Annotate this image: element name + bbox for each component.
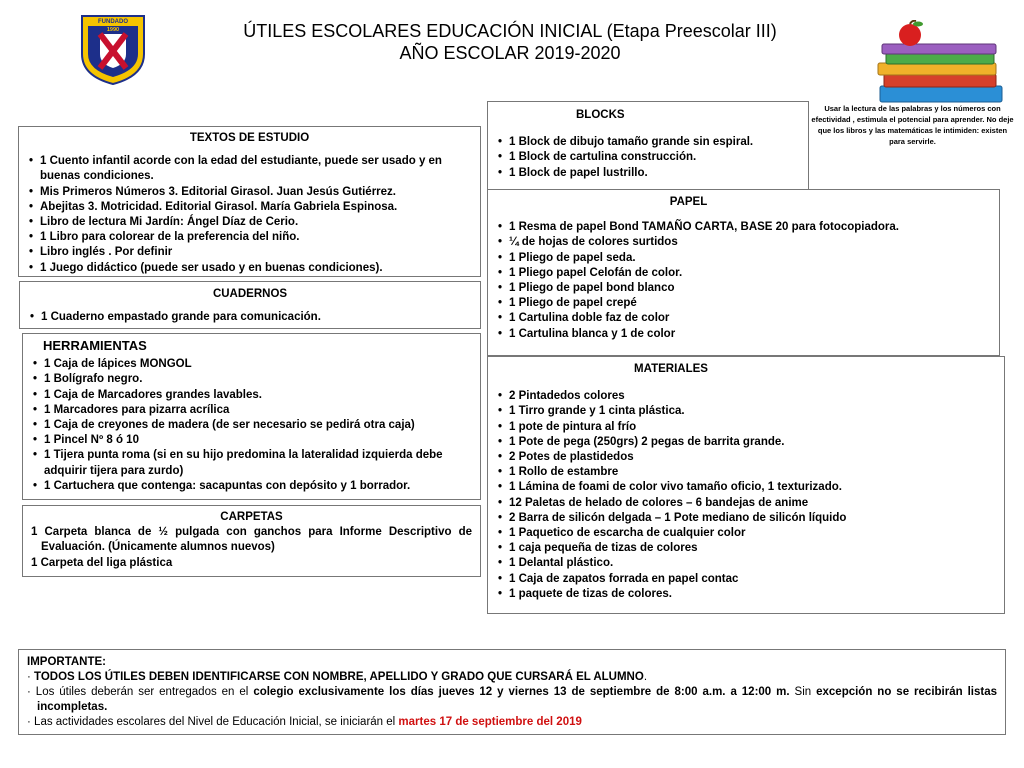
list-item: • Libro de lectura Mi Jardín: Ángel Díaz de Cerio.: [29, 215, 470, 230]
list-item: • 1 caja pequeña de tizas de colores: [498, 541, 994, 556]
list-item: • 1 Block de cartulina construcción.: [498, 150, 798, 165]
list-item: • 1 Caja de Marcadores grandes lavables.: [33, 388, 470, 403]
list-item: • 1 Caja de creyones de madera (de ser necesario se pedirá otra caja): [33, 418, 470, 433]
textos-de-estudio-box: [18, 126, 481, 277]
carpetas-line-1: 1 Carpeta blanca de ½ pulgada con ganchos para Informe Descriptivo de Evaluación. (Únicamente alumnos nuevos): [31, 526, 472, 554]
bullet-dot: ·: [27, 686, 31, 698]
list-item: • 1 Rollo de estambre: [498, 465, 994, 480]
list-item: • 1 Bolígrafo negro.: [33, 372, 470, 387]
list-item: • 1 Tijera punta roma (si en su hijo predomina la lateralidad izquierda debe adquirir tijera para zurdo): [33, 448, 470, 478]
list-item: • 2 Potes de plastidedos: [498, 450, 994, 465]
textos-title: TEXTOS DE ESTUDIO: [189, 132, 310, 144]
list-item: • 1 Cuento infantil acorde con la edad del estudiante, puede ser usado y en buenas condiciones.: [29, 154, 470, 184]
importante-line-2a: Los útiles deberán ser entregados en el: [35, 686, 254, 698]
list-item: • 1 Pliego de papel bond blanco: [498, 281, 989, 296]
list-item: • 1 Tirro grande y 1 cinta plástica.: [498, 404, 994, 419]
carpetas-box: [22, 505, 481, 577]
logo-founded-text: FUNDADO: [98, 19, 128, 25]
list-item: • 1 Paquetico de escarcha de cualquier color: [498, 526, 994, 541]
cuadernos-title: CUADERNOS: [212, 288, 288, 300]
papel-box: [487, 189, 1000, 356]
importante-start-date: martes 17 de septiembre del 2019: [398, 716, 582, 728]
list-item: • 1 Cuaderno empastado grande para comunicación.: [30, 310, 470, 325]
importante-line-2: [27, 685, 997, 715]
list-item: • 1 Marcadores para pizarra acrílica: [33, 403, 470, 418]
bullet-dot: ·: [27, 671, 31, 683]
list-item: • 1 Pincel Nº 8 ó 10: [33, 433, 470, 448]
importante-line-1: [27, 670, 997, 685]
list-item: • 2 Barra de silicón delgada – 1 Pote mediano de silicón líquido: [498, 511, 994, 526]
logo-year-text: 1990: [106, 27, 120, 33]
importante-title: IMPORTANTE:: [27, 656, 107, 668]
list-item: • 1 Delantal plástico.: [498, 556, 994, 571]
list-item: • Mis Primeros Números 3. Editorial Girasol. Juan Jesús Gutiérrez.: [29, 185, 470, 200]
importante-line-1-end: .: [643, 671, 648, 683]
books-apple-illustration: [872, 20, 1010, 106]
importante-line-1-text: TODOS LOS ÚTILES DEBEN IDENTIFICARSE CON NOMBRE, APELLIDO Y GRADO QUE CURSARÁ EL ALUMNO: [34, 671, 644, 683]
importante-line-2d: excepción no se recibirán listas incompletas.: [37, 686, 997, 713]
list-item: • 1 Caja de zapatos forrada en papel contac: [498, 572, 994, 587]
blocks-title: BLOCKS: [576, 109, 625, 121]
list-item: • Libro inglés . Por definir: [29, 245, 470, 260]
bullet-dot: ·: [27, 716, 31, 728]
page-title: [160, 20, 860, 64]
materiales-box: [487, 356, 1005, 614]
herramientas-box: [22, 333, 481, 500]
importante-box: [18, 649, 1006, 735]
importante-line-3a: Las actividades escolares del Nivel de Educación Inicial, se iniciarán el: [34, 716, 399, 728]
list-item: • 1 pote de pintura al frío: [498, 420, 994, 435]
list-item: • 1 Libro para colorear de la preferencia del niño.: [29, 230, 470, 245]
list-item: • 1 Juego didáctico (puede ser usado y en buenas condiciones).: [29, 261, 470, 276]
importante-line-3: [27, 715, 997, 730]
list-item: • 1 Pliego de papel crepé: [498, 296, 989, 311]
list-item: • 1 Lámina de foami de color vivo tamaño oficio, 1 texturizado.: [498, 480, 994, 495]
materiales-title: MATERIALES: [634, 363, 708, 375]
list-item: • 1 Cartulina doble faz de color: [498, 311, 989, 326]
list-item: • 1 Cartuchera que contenga: sacapuntas con depósito y 1 borrador.: [33, 479, 470, 494]
papel-title: PAPEL: [669, 196, 708, 208]
list-item: • 2 Pintadedos colores: [498, 389, 994, 404]
list-item: • Abejitas 3. Motricidad. Editorial Girasol. María Gabriela Espinosa.: [29, 200, 470, 215]
list-item: • 12 Paletas de helado de colores – 6 bandejas de anime: [498, 496, 994, 511]
list-item: • 1 Caja de lápices MONGOL: [33, 357, 470, 372]
carpetas-title: CARPETAS: [220, 511, 283, 523]
importante-line-2c: Sin: [789, 686, 817, 698]
school-logo: [78, 10, 148, 86]
list-item: • 1 paquete de tizas de colores.: [498, 587, 994, 602]
list-item: • 1 Cartulina blanca y 1 de color: [498, 327, 989, 342]
motivational-tagline: Usar la lectura de las palabras y los números con efectividad , estimula el potencial para aprender. No deje que los libros y las matemáticas le intimiden: existen para servirle.: [811, 104, 1014, 146]
importante-line-2b: colegio exclusivamente los días jueves 12 y viernes 13 de septiembre de 8:00 a.m. a 12:00 m.: [253, 686, 790, 698]
list-item: • 1 Pliego papel Celofán de color.: [498, 266, 989, 281]
herramientas-title: HERRAMIENTAS: [43, 338, 147, 353]
list-item: • 1 Block de dibujo tamaño grande sin espiral.: [498, 135, 798, 150]
title-line-1: ÚTILES ESCOLARES EDUCACIÓN INICIAL (Etapa Preescolar III): [243, 21, 777, 41]
list-item: • ¼ de hojas de colores surtidos: [498, 235, 989, 250]
list-item: • 1 Pote de pega (250grs) 2 pegas de barrita grande.: [498, 435, 994, 450]
cuadernos-box: [19, 281, 481, 329]
title-line-2: AÑO ESCOLAR 2019-2020: [399, 43, 621, 63]
list-item: • 1 Resma de papel Bond TAMAÑO CARTA, BASE 20 para fotocopiadora.: [498, 220, 989, 235]
list-item: • 1 Block de papel lustrillo.: [498, 166, 798, 181]
blocks-box: [487, 101, 809, 190]
carpetas-line-2: 1 Carpeta del liga plástica: [31, 556, 173, 569]
list-item: • 1 Pliego de papel seda.: [498, 251, 989, 266]
